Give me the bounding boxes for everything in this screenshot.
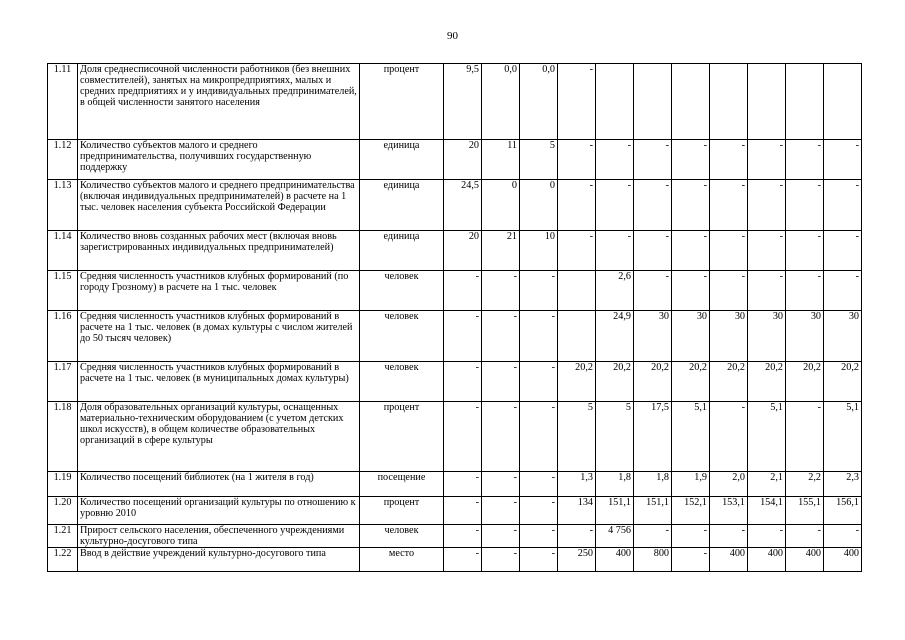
value-cell: 20,2 xyxy=(824,362,862,402)
value-cell: - xyxy=(824,525,862,548)
row-number: 1.11 xyxy=(48,64,78,140)
value-cell: - xyxy=(482,497,520,525)
table-row xyxy=(48,402,862,472)
unit-cell: место xyxy=(360,548,444,572)
value-cell: 151,1 xyxy=(596,497,634,525)
value-cell: 400 xyxy=(824,548,862,572)
row-number: 1.15 xyxy=(48,271,78,311)
table-row xyxy=(48,311,862,362)
value-cell: - xyxy=(824,231,862,271)
table-row xyxy=(48,231,862,271)
value-cell: - xyxy=(444,497,482,525)
value-cell: 30 xyxy=(824,311,862,362)
value-cell: 30 xyxy=(634,311,672,362)
indicator-name: Количество субъектов малого и среднего предпринимательства, получивших государственную поддержку xyxy=(78,140,360,180)
value-cell: - xyxy=(634,231,672,271)
value-cell: - xyxy=(710,402,748,472)
value-cell: - xyxy=(520,472,558,497)
value-cell: - xyxy=(634,271,672,311)
row-number: 1.21 xyxy=(48,525,78,548)
value-cell: - xyxy=(444,271,482,311)
value-cell: - xyxy=(520,525,558,548)
row-number: 1.22 xyxy=(48,548,78,572)
value-cell: 20 xyxy=(444,231,482,271)
unit-cell: единица xyxy=(360,231,444,271)
row-number: 1.20 xyxy=(48,497,78,525)
value-cell: - xyxy=(558,64,596,140)
value-cell: 400 xyxy=(710,548,748,572)
value-cell: 20,2 xyxy=(786,362,824,402)
value-cell: 800 xyxy=(634,548,672,572)
row-number: 1.17 xyxy=(48,362,78,402)
indicator-name: Доля образовательных организаций культуры, оснащенных материально-техническим оборудованием (с учетом детских школ искусств), в общем количестве образовательных организаций в сфере культуры xyxy=(78,402,360,472)
value-cell: - xyxy=(520,497,558,525)
value-cell: - xyxy=(482,271,520,311)
value-cell: - xyxy=(824,180,862,231)
table-row xyxy=(48,497,862,525)
value-cell: - xyxy=(786,180,824,231)
value-cell: - xyxy=(672,525,710,548)
table-row xyxy=(48,472,862,497)
value-cell: 5 xyxy=(520,140,558,180)
table-row xyxy=(48,180,862,231)
value-cell: - xyxy=(748,140,786,180)
unit-cell: человек xyxy=(360,271,444,311)
value-cell: - xyxy=(786,525,824,548)
value-cell: - xyxy=(748,180,786,231)
value-cell: - xyxy=(786,231,824,271)
value-cell: 5,1 xyxy=(672,402,710,472)
row-number: 1.18 xyxy=(48,402,78,472)
value-cell xyxy=(558,311,596,362)
indicator-name: Средняя численность участников клубных формирований в расчете на 1 тыс. человек (в муниципальных домах культуры) xyxy=(78,362,360,402)
value-cell: - xyxy=(520,548,558,572)
table-body xyxy=(48,64,862,572)
value-cell: 4 756 xyxy=(596,525,634,548)
value-cell: 0,0 xyxy=(520,64,558,140)
value-cell xyxy=(786,64,824,140)
value-cell: 9,5 xyxy=(444,64,482,140)
value-cell: 11 xyxy=(482,140,520,180)
value-cell: - xyxy=(824,140,862,180)
value-cell: - xyxy=(558,180,596,231)
unit-cell: единица xyxy=(360,180,444,231)
value-cell: 21 xyxy=(482,231,520,271)
value-cell: - xyxy=(482,311,520,362)
value-cell: 1,3 xyxy=(558,472,596,497)
unit-cell: единица xyxy=(360,140,444,180)
row-number: 1.19 xyxy=(48,472,78,497)
value-cell: 30 xyxy=(786,311,824,362)
value-cell: - xyxy=(634,140,672,180)
value-cell: 30 xyxy=(748,311,786,362)
indicator-name: Количество вновь созданных рабочих мест (включая вновь зарегистрированных индивидуальных предпринимателей) xyxy=(78,231,360,271)
value-cell: - xyxy=(558,525,596,548)
value-cell: - xyxy=(520,271,558,311)
indicator-name: Средняя численность участников клубных формирований в расчете на 1 тыс. человек (в домах культуры с числом жителей до 50 тысяч человек) xyxy=(78,311,360,362)
value-cell xyxy=(824,64,862,140)
value-cell: 5,1 xyxy=(748,402,786,472)
value-cell: - xyxy=(482,362,520,402)
value-cell: 30 xyxy=(672,311,710,362)
value-cell: - xyxy=(596,180,634,231)
row-number: 1.14 xyxy=(48,231,78,271)
value-cell: - xyxy=(710,180,748,231)
indicator-name: Количество субъектов малого и среднего предпринимательства (включая индивидуальных предпринимателей) в расчете на 1 тыс. человек населения субъекта Российской Федерации xyxy=(78,180,360,231)
value-cell: 156,1 xyxy=(824,497,862,525)
value-cell: - xyxy=(710,231,748,271)
value-cell: - xyxy=(444,311,482,362)
value-cell: - xyxy=(748,525,786,548)
value-cell: 2,6 xyxy=(596,271,634,311)
value-cell: 0,0 xyxy=(482,64,520,140)
value-cell: - xyxy=(482,402,520,472)
value-cell xyxy=(672,64,710,140)
value-cell: 400 xyxy=(748,548,786,572)
value-cell: 134 xyxy=(558,497,596,525)
value-cell xyxy=(710,64,748,140)
value-cell: 1,9 xyxy=(672,472,710,497)
table-row xyxy=(48,548,862,572)
value-cell: - xyxy=(710,525,748,548)
indicator-name: Доля среднесписочной численности работников (без внешних совместителей), занятых на микропредприятиях, малых и средних предприятиях и у индивидуальных предпринимателей, в общей численности занятого населения xyxy=(78,64,360,140)
value-cell: 24,5 xyxy=(444,180,482,231)
value-cell: - xyxy=(482,525,520,548)
value-cell: - xyxy=(596,231,634,271)
value-cell: 10 xyxy=(520,231,558,271)
value-cell: 24,9 xyxy=(596,311,634,362)
value-cell xyxy=(748,64,786,140)
value-cell: 2,3 xyxy=(824,472,862,497)
value-cell: - xyxy=(596,140,634,180)
value-cell: - xyxy=(634,525,672,548)
value-cell: 20,2 xyxy=(558,362,596,402)
value-cell: - xyxy=(444,548,482,572)
value-cell xyxy=(558,271,596,311)
value-cell: - xyxy=(444,472,482,497)
unit-cell: человек xyxy=(360,311,444,362)
row-number: 1.13 xyxy=(48,180,78,231)
value-cell: 154,1 xyxy=(748,497,786,525)
value-cell: - xyxy=(444,402,482,472)
value-cell: - xyxy=(520,402,558,472)
unit-cell: человек xyxy=(360,525,444,548)
indicator-name: Ввод в действие учреждений культурно-досугового типа xyxy=(78,548,360,572)
value-cell: 2,2 xyxy=(786,472,824,497)
value-cell: 0 xyxy=(520,180,558,231)
value-cell: - xyxy=(748,271,786,311)
value-cell: 20,2 xyxy=(748,362,786,402)
value-cell: 2,0 xyxy=(710,472,748,497)
table-row xyxy=(48,64,862,140)
value-cell: 152,1 xyxy=(672,497,710,525)
indicators-table xyxy=(47,63,862,572)
value-cell: 20,2 xyxy=(596,362,634,402)
value-cell: - xyxy=(710,140,748,180)
value-cell: - xyxy=(786,402,824,472)
value-cell: - xyxy=(444,525,482,548)
value-cell: - xyxy=(786,140,824,180)
value-cell: - xyxy=(824,271,862,311)
value-cell: 17,5 xyxy=(634,402,672,472)
page-number: 90 xyxy=(447,30,458,42)
unit-cell: процент xyxy=(360,64,444,140)
value-cell: - xyxy=(672,180,710,231)
value-cell: 1,8 xyxy=(596,472,634,497)
table-row xyxy=(48,271,862,311)
value-cell: 5 xyxy=(596,402,634,472)
table-row xyxy=(48,362,862,402)
value-cell: - xyxy=(672,548,710,572)
value-cell xyxy=(634,64,672,140)
unit-cell: процент xyxy=(360,402,444,472)
value-cell: 30 xyxy=(710,311,748,362)
unit-cell: процент xyxy=(360,497,444,525)
value-cell: - xyxy=(672,231,710,271)
value-cell: 0 xyxy=(482,180,520,231)
value-cell: 250 xyxy=(558,548,596,572)
value-cell: - xyxy=(672,271,710,311)
value-cell: - xyxy=(710,271,748,311)
value-cell: - xyxy=(672,140,710,180)
indicator-name: Прирост сельского населения, обеспеченного учреждениями культурно-досугового типа xyxy=(78,525,360,548)
value-cell: 400 xyxy=(596,548,634,572)
value-cell xyxy=(596,64,634,140)
value-cell: 20,2 xyxy=(710,362,748,402)
value-cell: - xyxy=(482,548,520,572)
value-cell: 5 xyxy=(558,402,596,472)
row-number: 1.12 xyxy=(48,140,78,180)
value-cell: 20,2 xyxy=(672,362,710,402)
value-cell: 155,1 xyxy=(786,497,824,525)
value-cell: 2,1 xyxy=(748,472,786,497)
value-cell: 20,2 xyxy=(634,362,672,402)
value-cell: 20 xyxy=(444,140,482,180)
value-cell: - xyxy=(482,472,520,497)
value-cell: 5,1 xyxy=(824,402,862,472)
value-cell: 151,1 xyxy=(634,497,672,525)
value-cell: - xyxy=(520,311,558,362)
table-row xyxy=(48,525,862,548)
value-cell: - xyxy=(520,362,558,402)
value-cell: - xyxy=(558,140,596,180)
value-cell: - xyxy=(558,231,596,271)
value-cell: 1,8 xyxy=(634,472,672,497)
indicator-name: Средняя численность участников клубных формирований (по городу Грозному) в расчете на 1 тыс. человек xyxy=(78,271,360,311)
indicator-name: Количество посещений библиотек (на 1 жителя в год) xyxy=(78,472,360,497)
value-cell: - xyxy=(444,362,482,402)
indicator-name: Количество посещений организаций культуры по отношению к уровню 2010 xyxy=(78,497,360,525)
value-cell: 400 xyxy=(786,548,824,572)
value-cell: - xyxy=(748,231,786,271)
table-row xyxy=(48,140,862,180)
unit-cell: посещение xyxy=(360,472,444,497)
unit-cell: человек xyxy=(360,362,444,402)
value-cell: - xyxy=(634,180,672,231)
value-cell: - xyxy=(786,271,824,311)
row-number: 1.16 xyxy=(48,311,78,362)
value-cell: 153,1 xyxy=(710,497,748,525)
